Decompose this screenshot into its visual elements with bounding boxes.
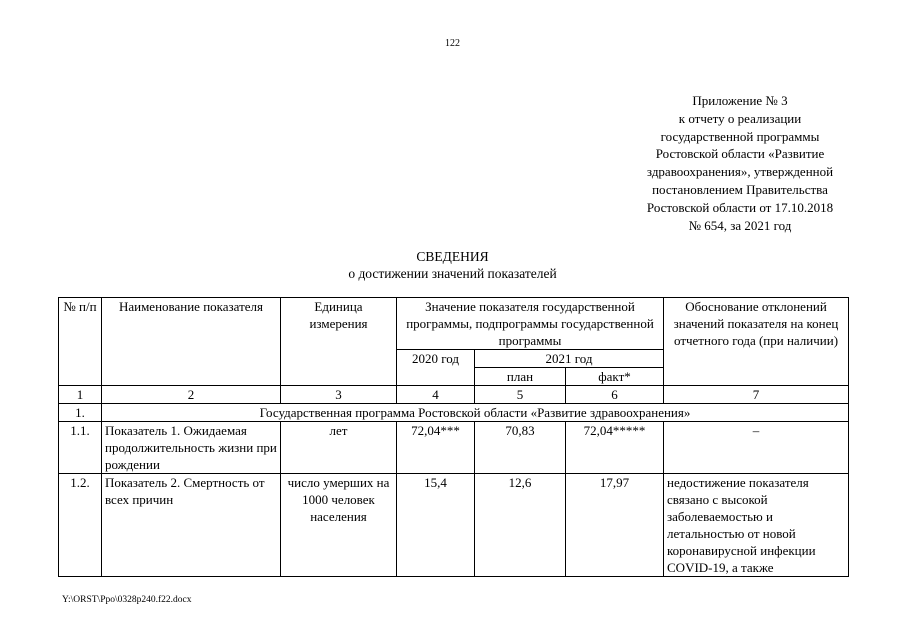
page-number: 122 — [445, 38, 460, 49]
row-fact: 17,97 — [566, 474, 664, 577]
header-unit: Единица измерения — [281, 298, 397, 386]
title-main: СВЕДЕНИЯ — [416, 249, 489, 264]
appendix-line: № 654, за 2021 год — [688, 217, 792, 233]
title-sub: о достижении значений показателей — [348, 266, 557, 281]
header-num: № п/п — [59, 298, 102, 386]
indicators-table — [58, 297, 849, 577]
column-number: 6 — [566, 386, 664, 404]
section-num: 1. — [59, 404, 102, 422]
header-value-group: Значение показателя государственной программы, подпрограммы государственной программы — [397, 298, 664, 350]
section-row — [59, 404, 849, 422]
row-unit: число умерших на 1000 человек населения — [281, 474, 397, 577]
row-year-2020: 15,4 — [397, 474, 475, 577]
row-year-2020: 72,04*** — [397, 422, 475, 474]
column-number: 4 — [397, 386, 475, 404]
row-fact: 72,04***** — [566, 422, 664, 474]
column-number: 3 — [281, 386, 397, 404]
column-number: 5 — [475, 386, 566, 404]
column-number: 7 — [664, 386, 849, 404]
appendix-line: Ростовской области от 17.10.2018 — [646, 199, 834, 215]
header-row — [59, 298, 849, 350]
header-justification: Обоснование отклонений значений показателя на конец отчетного года (при наличии) — [664, 298, 849, 386]
appendix-note — [605, 92, 875, 234]
appendix-line: Приложение № 3 — [692, 93, 788, 108]
row-name: Показатель 2. Смертность от всех причин — [102, 474, 281, 577]
row-plan: 12,6 — [475, 474, 566, 577]
header-fact: факт* — [566, 368, 664, 386]
table-row — [59, 422, 849, 474]
row-unit: лет — [281, 422, 397, 474]
row-justification: – — [664, 422, 849, 474]
file-path-footer: Y:\ORST\Ppo\0328p240.f22.docx — [62, 595, 192, 605]
row-plan: 70,83 — [475, 422, 566, 474]
appendix-line: государственной программы — [660, 128, 820, 144]
section-title: Государственная программа Ростовской области «Развитие здравоохранения» — [102, 404, 849, 422]
column-number: 2 — [102, 386, 281, 404]
column-numbers-row — [59, 386, 849, 404]
row-num: 1.1. — [59, 422, 102, 474]
row-name: Показатель 1. Ожидаемая продолжительность жизни при рождении — [102, 422, 281, 474]
header-name: Наименование показателя — [102, 298, 281, 386]
header-plan: план — [475, 368, 566, 386]
appendix-line: к отчету о реализации — [678, 110, 802, 126]
row-justification: недостижение показателя связано с высокой заболеваемостью и летальностью от новой коронавирусной инфекции COVID-19, а также — [664, 474, 849, 577]
row-num: 1.2. — [59, 474, 102, 577]
table-row — [59, 474, 849, 577]
appendix-line: Ростовской области «Развитие — [655, 146, 825, 162]
appendix-line: постановлением Правительства — [652, 181, 828, 197]
header-year-2021: 2021 год — [475, 350, 664, 368]
header-year-2020: 2020 год — [397, 350, 475, 386]
document-title — [0, 248, 905, 282]
appendix-line: здравоохранения», утвержденной — [646, 164, 834, 180]
column-number: 1 — [59, 386, 102, 404]
